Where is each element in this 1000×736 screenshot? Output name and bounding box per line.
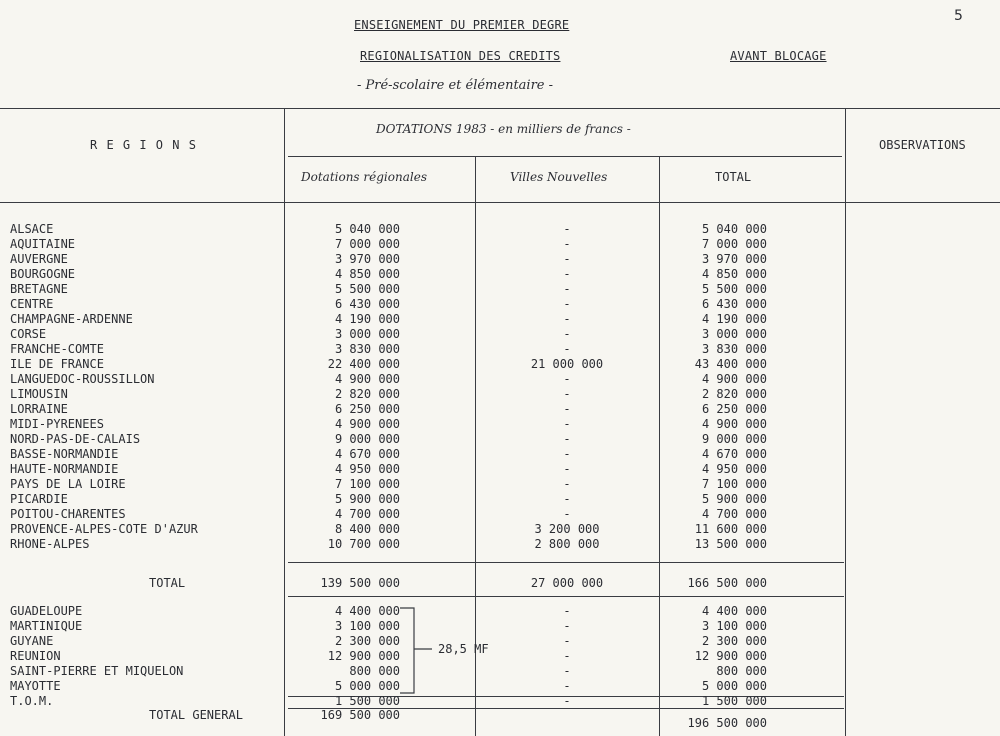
region-name: POITOU-CHARENTES [10,507,126,521]
dom-dotations-column [290,604,400,709]
total-value: 7 100 000 [701,477,767,491]
villes-value: - [563,312,571,326]
region-name: MARTINIQUE [10,619,83,633]
column-header-observations: OBSERVATIONS [879,138,966,152]
villes-value: 3 200 000 [534,522,600,536]
grand-total-total: 196 500 000 [687,716,767,730]
total-top-rule [288,562,844,563]
villes-value: - [563,297,571,311]
dom-region-column [10,604,270,709]
villes-column [477,222,657,552]
dotations-value: 4 670 000 [334,447,400,461]
region-name: REUNION [10,649,61,663]
total-value: 4 700 000 [701,507,767,521]
villes-value: - [563,237,571,251]
scope-label: - Pré-scolaire et élémentaire - [357,78,554,93]
region-column [10,222,270,552]
total-value: 11 600 000 [694,522,767,536]
column-header-group: DOTATIONS 1983 - en milliers de francs - [376,122,631,136]
dotations-value: 3 830 000 [334,342,400,356]
region-name: CENTRE [10,297,54,311]
dotations-value: 2 820 000 [334,387,400,401]
dotations-value: 4 850 000 [334,267,400,281]
total-dotations: 139 500 000 [320,576,400,590]
dotations-value: 4 900 000 [334,372,400,386]
total-value: 4 850 000 [701,267,767,281]
region-name: T.O.M. [10,694,54,708]
grand-total-label: TOTAL GENERAL [149,708,243,722]
villes-value: - [563,492,571,506]
villes-value: - [563,664,571,678]
dotations-value: 5 000 000 [334,679,400,693]
dotations-value: 3 000 000 [334,327,400,341]
dotations-value: 800 000 [349,664,400,678]
total-value: 5 040 000 [701,222,767,236]
dotations-value: 22 400 000 [327,357,400,371]
header-bottom-rule [0,202,1000,203]
total-value: 3 970 000 [701,252,767,266]
dotations-value: 10 700 000 [327,537,400,551]
region-name: NORD-PAS-DE-CALAIS [10,432,141,446]
document-subtitle: REGIONALISATION DES CREDITS [360,49,561,63]
dotations-value: 4 190 000 [334,312,400,326]
region-name: BASSE-NORMANDIE [10,447,119,461]
total-column [660,222,767,552]
region-name: ALSACE [10,222,54,236]
villes-value: - [563,619,571,633]
region-name: MIDI-PYRENEES [10,417,104,431]
villes-value: - [563,252,571,266]
total-value: 43 400 000 [694,357,767,371]
grand-total-dotations: 169 500 000 [320,708,400,722]
total-value: 5 000 000 [701,679,767,693]
region-name: GUYANE [10,634,54,648]
total-value: 3 830 000 [701,342,767,356]
region-name: FRANCHE-COMTE [10,342,104,356]
total-value: 9 000 000 [701,432,767,446]
column-header-dotations: Dotations régionales [301,170,427,184]
col-divider-regions [284,108,285,736]
total-value: 3 000 000 [701,327,767,341]
region-name: PAYS DE LA LOIRE [10,477,126,491]
dotations-value: 9 000 000 [334,432,400,446]
column-header-regions: R E G I O N S [90,138,197,152]
column-header-total: TOTAL [715,170,752,184]
region-name: PICARDIE [10,492,68,506]
villes-value: - [563,402,571,416]
dotations-value: 3 100 000 [334,619,400,633]
total-value: 1 500 000 [701,694,767,708]
villes-value: - [563,679,571,693]
total-value: 2 820 000 [701,387,767,401]
table-top-rule [0,108,1000,109]
total-value: 5 500 000 [701,282,767,296]
region-name: CORSE [10,327,47,341]
villes-value: - [563,649,571,663]
dotations-value: 3 970 000 [334,252,400,266]
dotations-value: 2 300 000 [334,634,400,648]
dotations-value: 7 000 000 [334,237,400,251]
total-value: 4 190 000 [701,312,767,326]
total-value: 4 400 000 [701,604,767,618]
dom-bracket-note: 28,5 MF [438,642,489,656]
region-name: SAINT-PIERRE ET MIQUELON [10,664,184,678]
villes-value: - [563,604,571,618]
region-name: GUADELOUPE [10,604,83,618]
villes-value: - [563,372,571,386]
villes-value: - [563,222,571,236]
total-bottom-rule [288,596,844,597]
region-name: AQUITAINE [10,237,76,251]
villes-value: 21 000 000 [530,357,604,371]
villes-value: - [563,634,571,648]
region-name: PROVENCE-ALPES-COTE D'AZUR [10,522,198,536]
total-value: 4 950 000 [701,462,767,476]
total-value: 4 900 000 [701,372,767,386]
subheader-rule [288,156,842,157]
dotations-value: 5 040 000 [334,222,400,236]
region-name: LIMOUSIN [10,387,68,401]
total-label: TOTAL [149,576,186,590]
dotations-value: 7 100 000 [334,477,400,491]
dotations-value: 8 400 000 [334,522,400,536]
dom-total-column [660,604,767,709]
col-divider-observations [845,108,846,736]
region-name: LORRAINE [10,402,68,416]
villes-value: - [563,447,571,461]
total-value: 800 000 [716,664,767,678]
total-value: 4 900 000 [701,417,767,431]
column-header-villes: Villes Nouvelles [510,170,608,184]
dotations-value: 4 700 000 [334,507,400,521]
dotations-value: 4 900 000 [334,417,400,431]
status-label: AVANT BLOCAGE [730,49,827,63]
region-name: BRETAGNE [10,282,68,296]
region-name: MAYOTTE [10,679,61,693]
total-villes: 27 000 000 [530,576,604,590]
dotations-value: 5 500 000 [334,282,400,296]
total-value: 6 250 000 [701,402,767,416]
region-name: HAUTE-NORMANDIE [10,462,119,476]
total-value: 6 430 000 [701,297,767,311]
dotations-value: 12 900 000 [327,649,400,663]
total-value: 5 900 000 [701,492,767,506]
villes-value: - [563,267,571,281]
villes-value: - [563,282,571,296]
dotations-column [290,222,400,552]
villes-value: - [563,477,571,491]
villes-value: - [563,327,571,341]
villes-value: - [563,417,571,431]
dotations-value: 4 950 000 [334,462,400,476]
dotations-value: 5 900 000 [334,492,400,506]
region-name: BOURGOGNE [10,267,76,281]
dotations-value: 1 500 000 [334,694,400,708]
villes-value: - [563,432,571,446]
total-value: 2 300 000 [701,634,767,648]
region-name: LANGUEDOC-ROUSSILLON [10,372,155,386]
region-name: CHAMPAGNE-ARDENNE [10,312,133,326]
dotations-value: 4 400 000 [334,604,400,618]
villes-value: - [563,387,571,401]
page-number: 5 [954,8,963,24]
region-name: ILE DE FRANCE [10,357,104,371]
region-name: RHONE-ALPES [10,537,90,551]
villes-value: - [563,694,571,708]
total-value: 7 000 000 [701,237,767,251]
total-value: 4 670 000 [701,447,767,461]
dotations-value: 6 250 000 [334,402,400,416]
total-value: 13 500 000 [694,537,767,551]
document-title: ENSEIGNEMENT DU PREMIER DEGRE [354,18,570,32]
region-name: AUVERGNE [10,252,68,266]
villes-value: - [563,342,571,356]
villes-value: - [563,462,571,476]
total-value: 3 100 000 [701,619,767,633]
dotations-value: 6 430 000 [334,297,400,311]
villes-value: - [563,507,571,521]
villes-value: 2 800 000 [534,537,600,551]
total-value: 12 900 000 [694,649,767,663]
total-total: 166 500 000 [687,576,767,590]
